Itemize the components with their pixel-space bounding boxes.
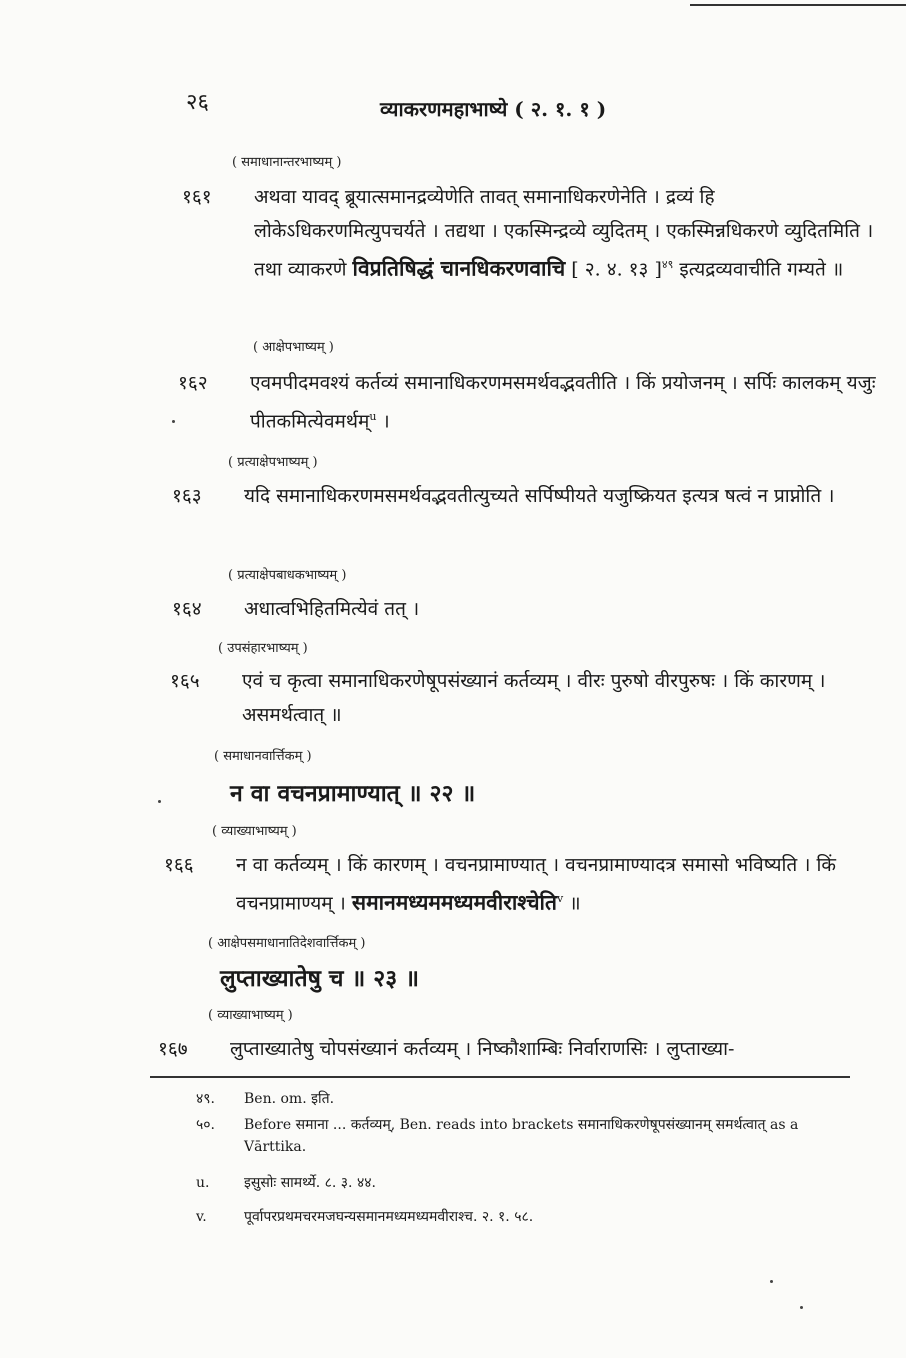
- paragraph-text: अथवा यावद् ब्रूयात्समानद्रव्येणेति तावत् समानाधिकरणेनेति । द्रव्यं हि लोकेऽधिकरणमित्युपचर्यते । तद्यथा । एकस्मिन्द्रव्ये व्युदितम् । एकस्मिन्नधिकरणे व्युदितमिति । तथा व्याकरणे: [254, 186, 874, 281]
- paragraph-text: न वा कर्तव्यम् । किं कारणम् । वचनप्रामाण्यात् । वचनप्रामाण्यादत्र समासो भविष्यति । किं वचनप्रामाण्यम् ।: [236, 854, 837, 915]
- footnote: [196, 1114, 856, 1158]
- paragraph-163: [172, 479, 878, 513]
- paragraph-text: एवं च कृत्वा समानाधिकरणेषूपसंख्यानं कर्तव्यम् । वीरः पुरुषो वीरपुरुषः । किं कारणम् । असमर्थत्वात् ॥: [242, 670, 826, 726]
- footnote: [196, 1206, 846, 1228]
- paragraph-167: [158, 1032, 876, 1066]
- scan-speck: [158, 800, 161, 803]
- page-number: २६: [186, 90, 209, 115]
- section-label: ( आक्षेपभाष्यम् ): [253, 340, 334, 355]
- paragraph-text: यदि समानाधिकरणमसमर्थवद्भवतीत्युच्यते सर्पिष्पीयते यजुष्क्रियत इत्यत्र षत्वं न प्राप्नोति ।: [244, 485, 835, 507]
- section-label: ( आक्षेपसमाधानातिदेशवार्त्तिकम् ): [208, 936, 366, 951]
- section-label: ( व्याख्याभाष्यम् ): [208, 1008, 293, 1023]
- paragraph-text: अधात्वभिहितमित्येवं तत् ।: [244, 598, 420, 620]
- section-label: ( प्रत्याक्षेपबाधकभाष्यम् ): [228, 568, 347, 583]
- footnote-text: Ben. om. इति.: [244, 1091, 335, 1107]
- paragraph-number: १६७: [158, 1038, 188, 1060]
- footnote-number: u.: [196, 1175, 210, 1191]
- paragraph-text: लुप्ताख्यातेषु चोपसंख्यानं कर्तव्यम् । निष्कौशाम्बिः निर्वाराणसिः । लुप्ताख्या-: [230, 1038, 735, 1060]
- footnote-text: इसुसोः सामर्थ्ये. ८. ३. ४४.: [244, 1175, 376, 1191]
- top-edge-rule: [690, 4, 906, 6]
- paragraph-162: [178, 366, 880, 438]
- scan-speck: [172, 420, 175, 423]
- paragraph-end: ।: [382, 410, 390, 433]
- paragraph-end: इत्यद्रव्यवाचीति गम्यते ॥: [679, 258, 844, 281]
- footnote-mark: ४९: [661, 258, 674, 271]
- footnote: [196, 1172, 846, 1194]
- paragraph-number: १६२: [178, 372, 208, 394]
- paragraph-165: [170, 664, 878, 732]
- footnote-mark: v: [556, 892, 564, 905]
- footnote-mark: u: [369, 410, 377, 423]
- sutra-citation: [ २. ४. १३ ]: [571, 258, 662, 281]
- paragraph-number: १६६: [164, 854, 194, 876]
- section-label: ( समाधानवार्त्तिकम् ): [214, 749, 312, 764]
- footnote-text: Before समाना ... कर्तव्यम्, Ben. reads into brackets समानाधिकरणेषूपसंख्यानम् समर्थत्वात् as a Vārttika.: [244, 1117, 799, 1155]
- paragraph-number: १६५: [170, 670, 200, 692]
- section-label: ( समाधानान्तरभाष्यम् ): [232, 155, 342, 170]
- varttika-23: लुप्ताख्यातेषु च ॥ २३ ॥: [220, 965, 420, 992]
- footnote-rule: [150, 1076, 850, 1078]
- footnote-number: ५०.: [196, 1117, 216, 1133]
- paragraph-number: १६१: [182, 186, 212, 208]
- paragraph-text: एवमपीदमवश्यं कर्तव्यं समानाधिकरणमसमर्थवद्भवतीति । किं प्रयोजनम् । सर्पिः कालकम् यजुः पीतकमित्येवमर्थम्: [250, 372, 876, 433]
- scan-speck: [770, 1280, 773, 1283]
- footnote: [196, 1088, 846, 1110]
- scan-speck: [800, 1306, 803, 1309]
- varttika-22: न वा वचनप्रामाण्यात् ॥ २२ ॥: [230, 780, 476, 807]
- section-label: ( प्रत्याक्षेपभाष्यम् ): [228, 455, 318, 470]
- footnote-text: पूर्वापरप्रथमचरमजघन्यसमानमध्यमध्यमवीराश्च. २. १. ५८.: [244, 1209, 534, 1225]
- running-title: व्याकरणमहाभाष्ये ( २. १. १ ): [380, 97, 607, 121]
- paragraph-166: [164, 848, 876, 920]
- sutra-reference: विप्रतिषिद्धं चानधिकरणवाचि: [352, 255, 566, 281]
- footnote-number: v.: [196, 1209, 207, 1225]
- paragraph-number: १६३: [172, 485, 202, 507]
- paragraph-end: ॥: [569, 892, 581, 915]
- paragraph-number: १६४: [172, 598, 202, 620]
- paragraph-164: [172, 592, 878, 626]
- footnote-number: ४९.: [196, 1091, 216, 1107]
- paragraph-161: [182, 180, 882, 286]
- section-label: ( व्याख्याभाष्यम् ): [212, 824, 297, 839]
- sutra-reference: समानमध्यममध्यमवीराश्चेति: [351, 889, 557, 915]
- section-label: ( उपसंहारभाष्यम् ): [218, 641, 308, 656]
